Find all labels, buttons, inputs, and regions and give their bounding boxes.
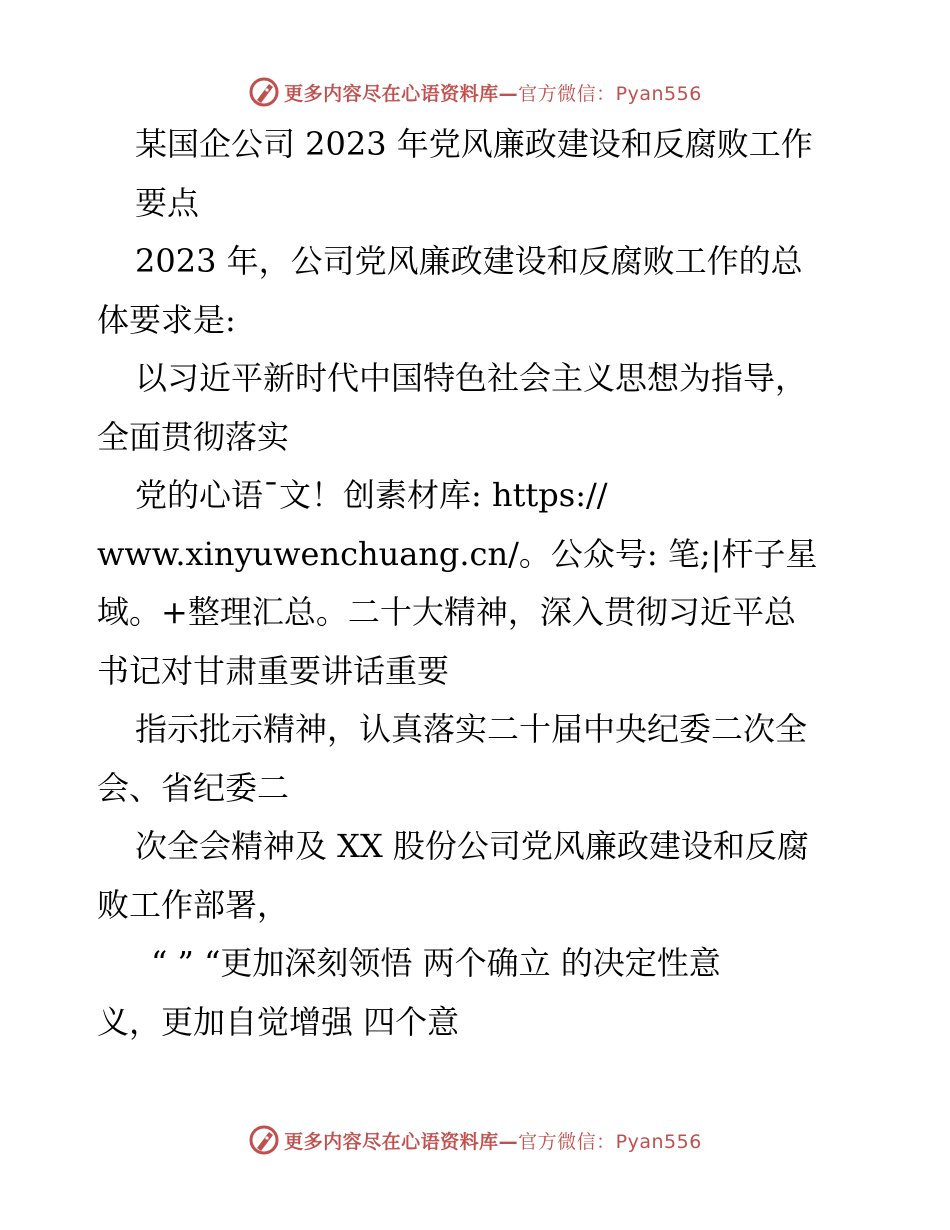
banner-contact: 官方微信：Pyan556 [518, 1130, 702, 1153]
paragraph-line: 次全会精神及 XX 股份公司党风廉政建设和反腐 [135, 827, 809, 865]
banner-contact: 官方微信：Pyan556 [518, 82, 702, 105]
paragraph-line: 以习近平新时代中国特色社会主义思想为指导， [135, 359, 808, 397]
banner-text: 更多内容尽在心语资料库—官方微信：Pyan556 [284, 82, 702, 105]
header-banner [0, 72, 950, 112]
paragraph-line: 党的心语¯文！创素材库: https:// [135, 476, 608, 514]
paragraph-line: www.xinyuwenchuang.cn/。公众号: 笔;|杆子星 [97, 534, 818, 573]
paragraph-line: 体要求是: [97, 300, 236, 339]
paragraph-line: 2023 年，公司党风廉政建设和反腐败工作的总 [135, 242, 803, 280]
document-title-line-2: 要点 [135, 183, 200, 222]
document-title-line-1: 某国企公司 2023 年党风廉政建设和反腐败工作 [135, 125, 813, 163]
document-body [97, 115, 867, 1051]
paragraph-line: “ ” “更加深刻领悟 两个确立 的决定性意 [151, 944, 721, 982]
footer-banner [0, 1120, 950, 1160]
banner-text: 更多内容尽在心语资料库—官方微信：Pyan556 [284, 1130, 702, 1153]
paragraph-line: 域。+整理汇总。二十大精神，深入贯彻习近平总 [97, 593, 796, 631]
paragraph-line: 指示批示精神，认真落实二十届中央纪委二次全 [135, 710, 808, 748]
paragraph-line: 义，更加自觉增强 四个意 [97, 1002, 460, 1041]
paragraph-line: 书记对甘肃重要讲话重要 [97, 651, 450, 690]
paragraph-line: 败工作部署， [97, 885, 290, 924]
pen-nib-circle-icon [248, 76, 280, 108]
pen-nib-circle-icon [248, 1124, 280, 1156]
paragraph-line: 全面贯彻落实 [97, 417, 290, 456]
paragraph-line: 会、省纪委二 [97, 768, 290, 807]
